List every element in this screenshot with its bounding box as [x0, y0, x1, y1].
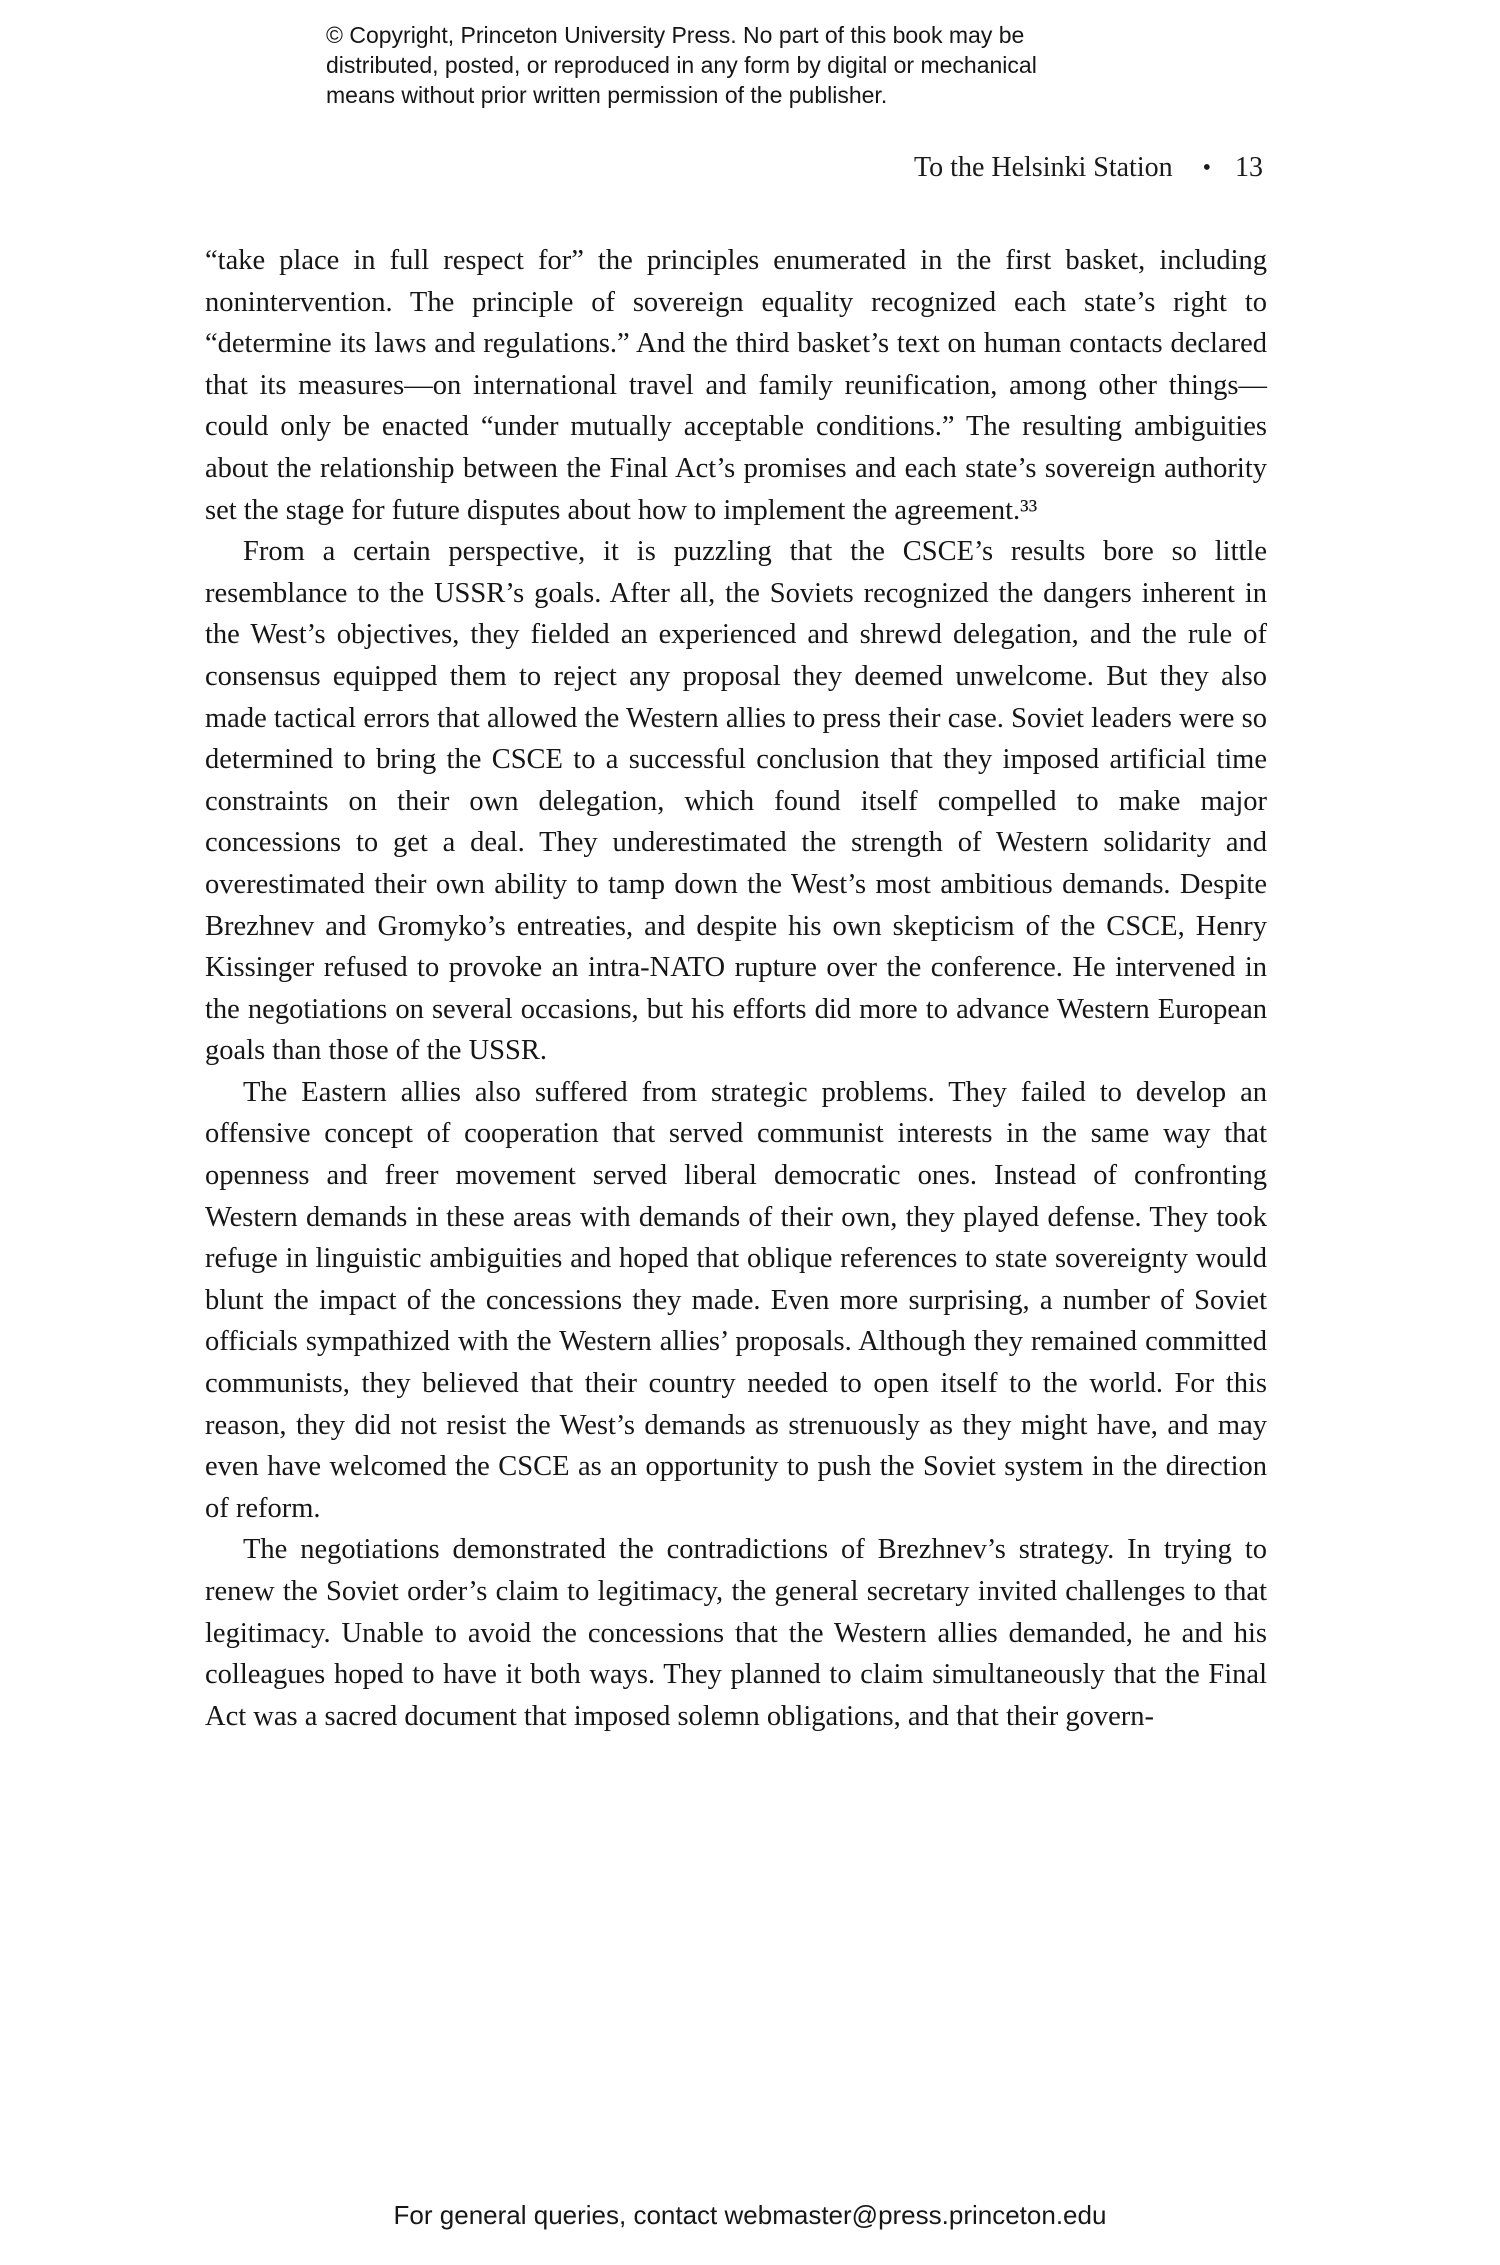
copyright-line: distributed, posted, or reproduced in any form by digital or mechanical	[326, 52, 1037, 78]
copyright-line: © Copyright, Princeton University Press. No part of this book may be	[326, 22, 1025, 48]
footer-text: For general queries, contact	[393, 2200, 725, 2230]
page-number: 13	[1235, 152, 1263, 183]
chapter-title: To the Helsinki Station	[914, 152, 1173, 183]
webmaster-email-link[interactable]: webmaster@press.princeton.edu	[724, 2200, 1107, 2230]
page-footer	[0, 2200, 1500, 2231]
paragraph: The Eastern allies also suffered from strategic problems. They failed to develop an offensive concept of cooperation that served communist interests in the same way that openness and freer movement served liberal democratic ones. Instead of confronting Western demands in these areas with demands of their own, they played defense. They took refuge in linguistic ambiguities and hoped that oblique references to state sovereignty would blunt the impact of the concessions they made. Even more surprising, a number of Soviet officials sympathized with the Western allies’ proposals. Although they remained committed communists, they believed that their country needed to open itself to the world. For this reason, they did not resist the West’s demands as strenuously as they might have, and may even have welcomed the CSCE as an opportunity to push the Soviet system in the direction of reform.	[205, 1076, 1267, 1524]
copyright-line: means without prior written permission of the publisher.	[326, 82, 888, 108]
body-text	[205, 240, 1267, 1737]
paragraph: “take place in full respect for” the principles enumerated in the first basket, including nonintervention. The principle of sovereign equality recognized each state’s right to “determine its laws and regulations.” And the third basket’s text on human contacts declared that its measures—on international travel and family reunification, among other things—could only be enacted “under mutually acceptable conditions.” The resulting ambiguities about the relationship between the Final Act’s promises and each state’s sovereign authority set the stage for future disputes about how to implement the agreement.³³	[205, 245, 1267, 526]
running-head	[914, 152, 1263, 184]
bullet-separator: •	[1202, 155, 1211, 181]
paragraph: The negotiations demonstrated the contradictions of Brezhnev’s strategy. In trying to renew the Soviet order’s claim to legitimacy, the general secretary invited challenges to that legitimacy. Unable to avoid the concessions that the Western allies demanded, he and his colleagues hoped to have it both ways. They planned to claim simultaneously that the Final Act was a sacred document that imposed solemn obligations, and that their govern-	[205, 1534, 1267, 1732]
copyright-notice	[326, 20, 1037, 110]
paragraph: From a certain perspective, it is puzzling that the CSCE’s results bore so little resemblance to the USSR’s goals. After all, the Soviets recognized the dangers inherent in the West’s objectives, they fielded an experienced and shrewd delegation, and the rule of consensus equipped them to reject any proposal they deemed unwelcome. But they also made tactical errors that allowed the Western allies to press their case. Soviet leaders were so determined to bring the CSCE to a successful conclusion that they imposed artificial time constraints on their own delegation, which found itself compelled to make major concessions to get a deal. They underestimated the strength of Western solidarity and overestimated their own ability to tamp down the West’s most ambitious demands. Despite Brezhnev and Gromyko’s entreaties, and despite his own skepticism of the CSCE, Henry Kissinger refused to provoke an intra-NATO rupture over the conference. He intervened in the negotiations on several occasions, but his efforts did more to advance Western European goals than those of the USSR.	[205, 536, 1267, 1067]
